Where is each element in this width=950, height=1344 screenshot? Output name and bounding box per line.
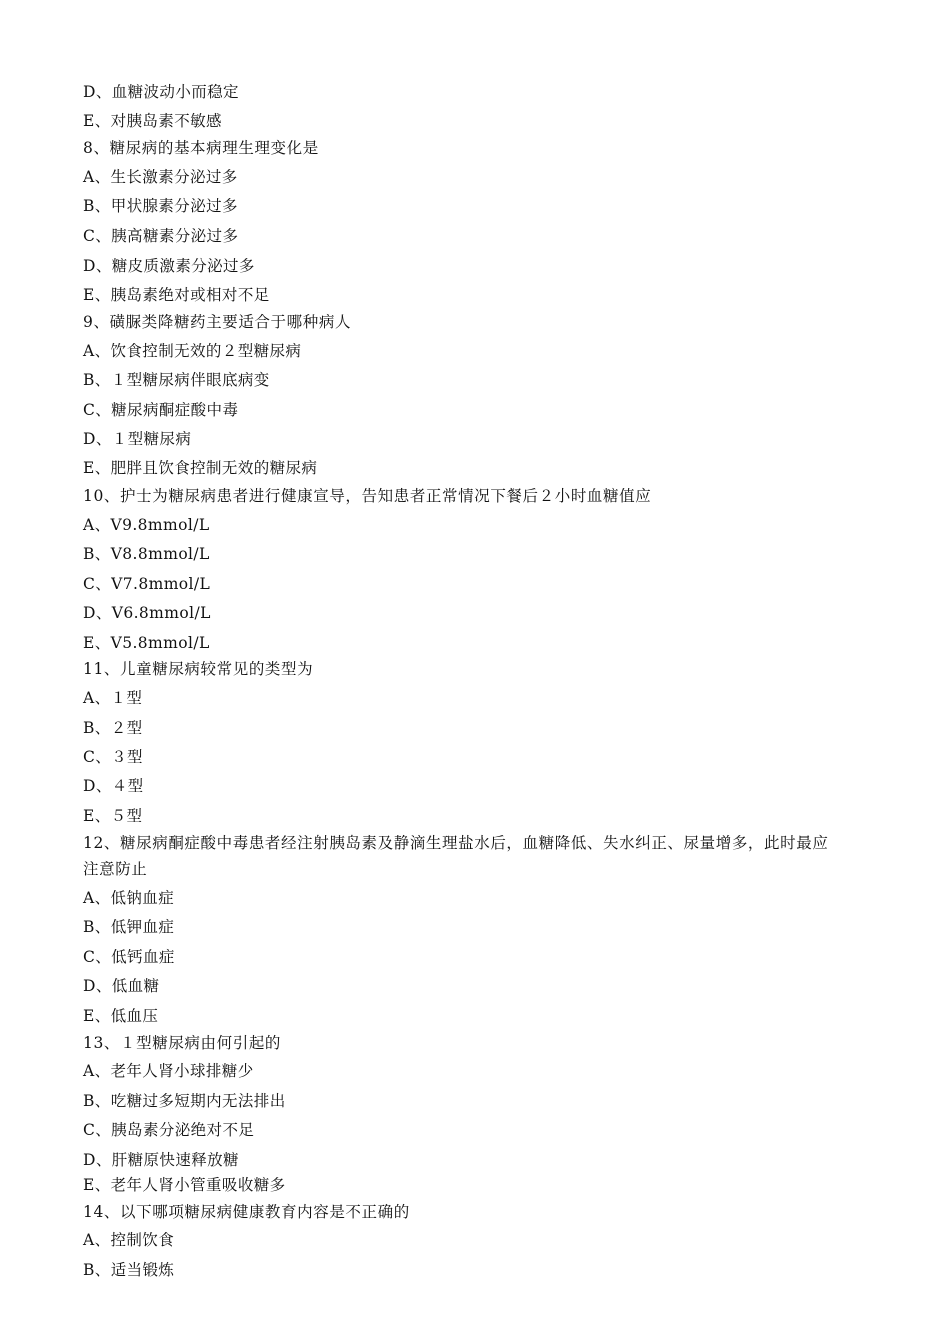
answer-option-line: A、饮食控制无效的２型糖尿病 [83,342,302,360]
answer-option-line: A、控制饮食 [83,1231,175,1249]
answer-option-line: D、低血糖 [83,977,160,995]
answer-option-line: C、糖尿病酮症酸中毒 [83,401,239,419]
answer-option-line: E、低血压 [83,1007,159,1025]
answer-option-line: B、适当锻炼 [83,1261,175,1279]
question-stem-line: 注意防止 [83,860,148,878]
answer-option-line: B、吃糖过多短期内无法排出 [83,1092,286,1110]
answer-option-line: B、V8.8mmol/L [83,545,210,563]
answer-option-line: D、１型糖尿病 [83,430,192,448]
answer-option-line: D、４型 [83,777,144,795]
question-stem-line: 14、以下哪项糖尿病健康教育内容是不正确的 [83,1203,410,1221]
answer-option-line: D、肝糖原快速释放糖 [83,1151,239,1169]
answer-option-line: B、甲状腺素分泌过多 [83,197,238,215]
answer-option-line: E、老年人肾小管重吸收糖多 [83,1176,286,1194]
answer-option-line: B、２型 [83,719,143,737]
answer-option-line: D、血糖波动小而稳定 [83,83,239,101]
question-stem-line: 10、护士为糖尿病患者进行健康宣导，告知患者正常情况下餐后２小时血糖值应 [83,487,652,505]
answer-option-line: C、V7.8mmol/L [83,575,211,593]
answer-option-line: C、胰岛素分泌绝对不足 [83,1121,255,1139]
question-stem-line: 11、儿童糖尿病较常见的类型为 [83,660,314,678]
answer-option-line: E、对胰岛素不敏感 [83,112,222,130]
question-stem-line: 13、１型糖尿病由何引起的 [83,1034,282,1052]
answer-option-line: A、１型 [83,689,143,707]
answer-option-line: A、V9.8mmol/L [83,516,210,534]
answer-option-line: B、低钾血症 [83,918,175,936]
answer-option-line: A、老年人肾小球排糖少 [83,1062,254,1080]
answer-option-line: A、生长激素分泌过多 [83,168,238,186]
question-stem-line: 12、糖尿病酮症酸中毒患者经注射胰岛素及静滴生理盐水后，血糖降低、失水纠正、尿量增多，此时最应 [83,834,829,852]
question-stem-line: 8、糖尿病的基本病理生理变化是 [83,139,319,157]
answer-option-line: D、V6.8mmol/L [83,604,211,622]
answer-option-line: B、１型糖尿病伴眼底病变 [83,371,270,389]
answer-option-line: A、低钠血症 [83,889,175,907]
answer-option-line: C、胰高糖素分泌过多 [83,227,239,245]
answer-option-line: E、胰岛素绝对或相对不足 [83,286,270,304]
answer-option-line: D、糖皮质激素分泌过多 [83,257,255,275]
answer-option-line: C、３型 [83,748,143,766]
answer-option-line: E、肥胖且饮食控制无效的糖尿病 [83,459,318,477]
question-stem-line: 9、磺脲类降糖药主要适合于哪种病人 [83,313,352,331]
answer-option-line: C、低钙血症 [83,948,175,966]
answer-option-line: E、V5.8mmol/L [83,634,210,652]
answer-option-line: E、５型 [83,807,143,825]
